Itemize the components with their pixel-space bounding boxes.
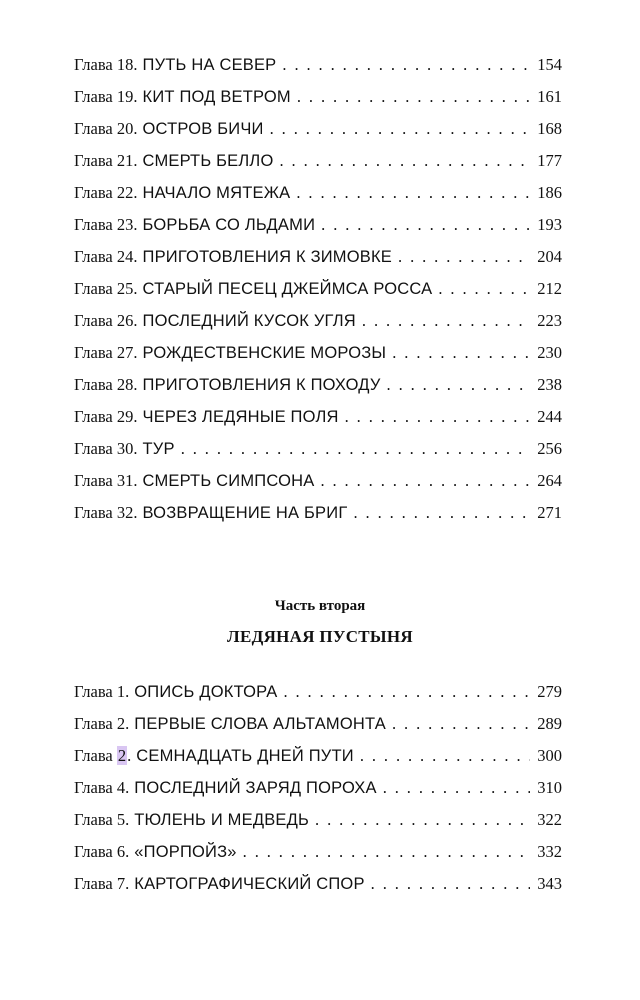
part-title: ЛЕДЯНАЯ ПУСТЫНЯ (226, 627, 413, 646)
chapter-label: Глава 30. (74, 439, 138, 458)
chapter-label: Глава 20. (74, 119, 138, 138)
dot-leader (321, 209, 530, 241)
chapter-title: ПОСЛЕДНИЙ КУСОК УГЛЯ (142, 312, 356, 330)
dot-leader (392, 708, 530, 740)
chapter-title: РОЖДЕСТВЕНСКИЕ МОРОЗЫ (142, 344, 387, 362)
toc-entry[interactable] (74, 241, 562, 273)
dot-leader (345, 401, 530, 433)
chapter-label: Глава 29. (74, 407, 138, 426)
chapter-label: Глава 26. (74, 311, 138, 330)
chapter-label: Глава 28. (74, 375, 138, 394)
dot-leader (315, 804, 530, 836)
toc-entry[interactable] (74, 145, 562, 177)
toc-entry[interactable] (74, 676, 562, 708)
chapter-title: ЧЕРЕЗ ЛЕДЯНЫЕ ПОЛЯ (142, 408, 339, 426)
toc-list-part-two (74, 676, 562, 900)
chapter-title: ТУР (142, 440, 175, 458)
dot-leader (398, 241, 530, 273)
dot-leader (392, 337, 530, 369)
page-number: 154 (537, 55, 562, 74)
dot-leader (383, 772, 530, 804)
chapter-title: ПОСЛЕДНИЙ ЗАРЯД ПОРОХА (134, 779, 377, 797)
chapter-label: Глава 22. (74, 183, 138, 202)
chapter-title: СЕМНАДЦАТЬ ДНЕЙ ПУТИ (136, 747, 354, 765)
toc-entry[interactable] (74, 305, 562, 337)
chapter-label-prefix: Глава (74, 746, 117, 765)
chapter-label: Глава 18. (74, 55, 138, 74)
page-number: 230 (537, 343, 562, 362)
toc-entry[interactable] (74, 465, 562, 497)
chapter-label: Глава 31. (74, 471, 138, 490)
chapter-title: ВОЗВРАЩЕНИЕ НА БРИГ (142, 504, 348, 522)
dot-leader (283, 676, 530, 708)
dot-leader (243, 836, 530, 868)
dot-leader (387, 369, 530, 401)
page-number: 264 (537, 471, 562, 490)
highlighted-text: 2 (117, 746, 127, 765)
toc-entry[interactable] (74, 772, 562, 804)
chapter-title: «ПОРПОЙЗ» (134, 843, 237, 861)
toc-entry[interactable] (74, 401, 562, 433)
toc-entry[interactable] (74, 273, 562, 305)
chapter-title: ОПИСЬ ДОКТОРА (134, 683, 278, 701)
toc-entry[interactable] (74, 433, 562, 465)
chapter-label: Глава 19. (74, 87, 138, 106)
dot-leader (296, 177, 530, 209)
page-number: 300 (537, 746, 562, 765)
part-label: Часть вторая (274, 598, 366, 614)
chapter-title: ТЮЛЕНЬ И МЕДВЕДЬ (134, 811, 310, 829)
toc-entry[interactable] (74, 740, 562, 772)
page-number: 271 (537, 503, 562, 522)
chapter-title: НАЧАЛО МЯТЕЖА (142, 184, 291, 202)
dot-leader (297, 81, 530, 113)
page-number: 204 (537, 247, 562, 266)
page-number: 223 (537, 311, 562, 330)
toc-entry[interactable] (74, 836, 562, 868)
chapter-title: СТАРЫЙ ПЕСЕЦ ДЖЕЙМСА РОССА (142, 280, 433, 298)
chapter-label: Глава 1. (74, 682, 130, 701)
toc-entry[interactable] (74, 49, 562, 81)
dot-leader (320, 465, 530, 497)
chapter-title: ОСТРОВ БИЧИ (142, 120, 264, 138)
dot-leader (270, 113, 530, 145)
toc-entry[interactable] (74, 708, 562, 740)
chapter-title: СМЕРТЬ БЕЛЛО (142, 152, 274, 170)
page-number: 193 (537, 215, 562, 234)
toc-entry[interactable] (74, 868, 562, 900)
chapter-title: БОРЬБА СО ЛЬДАМИ (142, 216, 316, 234)
chapter-label (74, 740, 131, 772)
toc-entry[interactable] (74, 497, 562, 529)
page-number: 343 (537, 874, 562, 893)
page-number: 168 (537, 119, 562, 138)
dot-leader (438, 273, 530, 305)
chapter-label: Глава 4. (74, 778, 130, 797)
chapter-title: ПРИГОТОВЛЕНИЯ К ПОХОДУ (142, 376, 381, 394)
chapter-label: Глава 25. (74, 279, 138, 298)
dot-leader (282, 49, 530, 81)
dot-leader (353, 497, 530, 529)
dot-leader (360, 740, 530, 772)
toc-entry[interactable] (74, 369, 562, 401)
toc-entry[interactable] (74, 804, 562, 836)
chapter-label: Глава 21. (74, 151, 138, 170)
chapter-label: Глава 6. (74, 842, 130, 861)
toc-entry[interactable] (74, 209, 562, 241)
page-number: 256 (537, 439, 562, 458)
page-number: 212 (537, 279, 562, 298)
page-number: 161 (537, 87, 562, 106)
chapter-title: ПЕРВЫЕ СЛОВА АЛЬТАМОНТА (134, 715, 386, 733)
chapter-label: Глава 24. (74, 247, 138, 266)
chapter-label: Глава 32. (74, 503, 138, 522)
chapter-title: СМЕРТЬ СИМПСОНА (142, 472, 315, 490)
page-number: 238 (537, 375, 562, 394)
chapter-label-suffix: . (127, 746, 132, 765)
chapter-label: Глава 27. (74, 343, 138, 362)
dot-leader (362, 305, 530, 337)
page-number: 310 (537, 778, 562, 797)
dot-leader (279, 145, 530, 177)
chapter-label: Глава 7. (74, 874, 130, 893)
dot-leader (181, 433, 530, 465)
page-number: 332 (537, 842, 562, 861)
page-number: 244 (537, 407, 562, 426)
page-number: 177 (537, 151, 562, 170)
page-number: 186 (537, 183, 562, 202)
chapter-label: Глава 5. (74, 810, 130, 829)
page-number: 279 (537, 682, 562, 701)
chapter-label: Глава 23. (74, 215, 138, 234)
chapter-title: ПРИГОТОВЛЕНИЯ К ЗИМОВКЕ (142, 248, 393, 266)
page-number: 289 (537, 714, 562, 733)
page-number: 322 (537, 810, 562, 829)
chapter-label: Глава 2. (74, 714, 130, 733)
chapter-title: ПУТЬ НА СЕВЕР (142, 56, 277, 74)
chapter-title: КИТ ПОД ВЕТРОМ (142, 88, 291, 106)
chapter-title: КАРТОГРАФИЧЕСКИЙ СПОР (134, 875, 365, 893)
toc-list-part-one (74, 49, 562, 529)
toc-entry[interactable] (74, 177, 562, 209)
toc-entry[interactable] (74, 113, 562, 145)
toc-entry[interactable] (74, 337, 562, 369)
dot-leader (371, 868, 530, 900)
toc-entry[interactable] (74, 81, 562, 113)
